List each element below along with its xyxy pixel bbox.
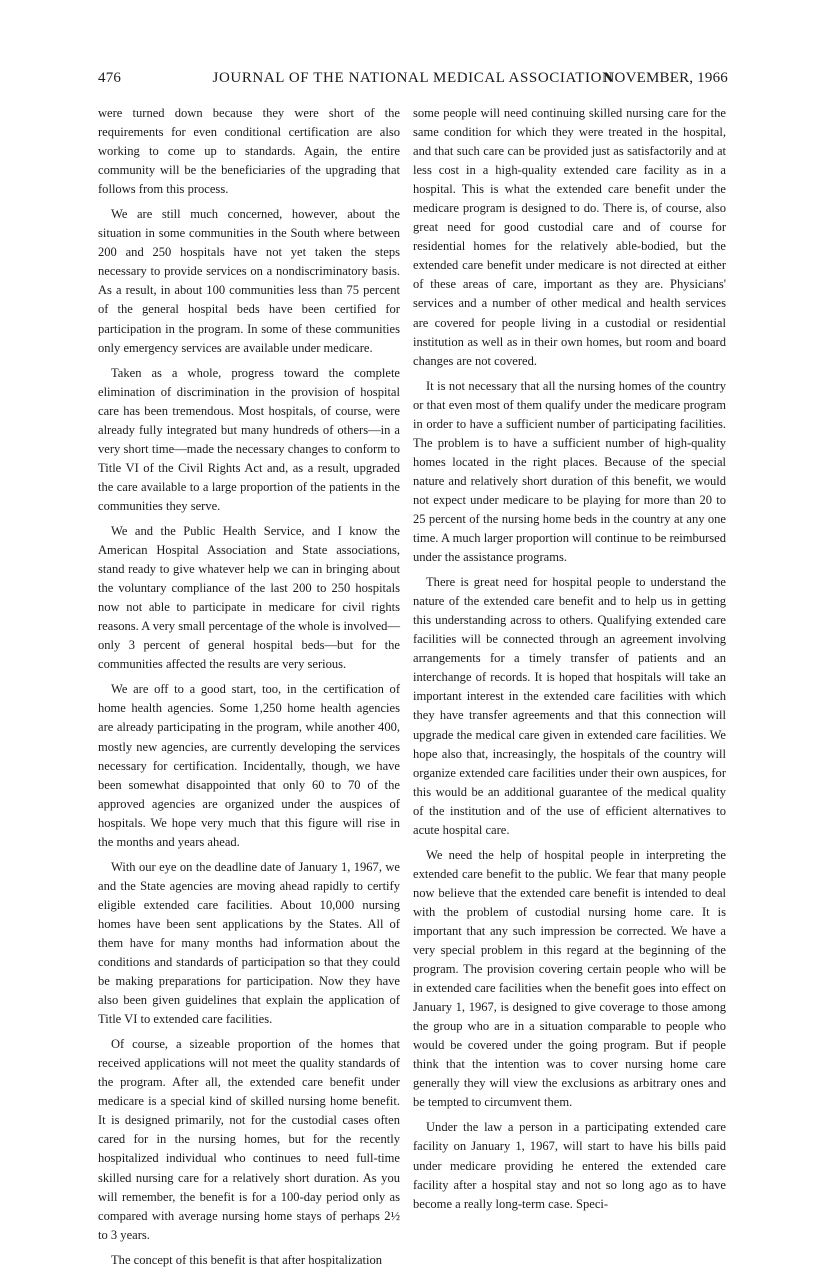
paragraph: Of course, a sizeable proportion of the homes that received applications will not meet the quality standards of the program. After all, the extended care benefit under medicare is a special kind of skilled nursing home benefit. It is designed primarily, not for the custodial cases often cared for in the nursing homes, but for the recently hospitalized individual who continues to need full-time skilled nursing care for a relatively short duration. As you will remember, the benefit is for a 100-day period only as compared with average nursing home stays of perhaps 2½ to 3 years. bbox=[98, 1037, 400, 1242]
paragraph: We are still much concerned, however, about the situation in some communities in the South where between 200 and 250 hospitals have not yet taken the steps necessary to provide services on a nondiscriminatory basis. As a result, in about 100 communities less than 75 percent of the general hospital beds have been certified for participation in the program. In some of these communities only emergency services are available under medicare. bbox=[98, 207, 400, 355]
paragraph: Taken as a whole, progress toward the complete elimination of discrimination in the provision of hospital care has been tremendous. Most hospitals, of course, were already fully integrated but many hundreds of others—in a very short time—made the necessary changes to conform to Title VI of the Civil Rights Act and, as a result, upgraded the care available to a large proportion of the patients in the communities they serve. bbox=[98, 365, 400, 513]
paragraph: With our eye on the deadline date of January 1, 1967, we and the State agencies are moving ahead rapidly to certify eligible extended care facilities. About 10,000 nursing homes have been sent applications by the States. All of them have for many months had information about the conditions and standards of participation so that they could be making preparations for participation. Now they have also been given guidelines that explain the application of Title VI to extended care facilities. bbox=[98, 859, 400, 1027]
right-column bbox=[413, 104, 726, 1220]
paragraph: There is great need for hospital people to understand the nature of the extended care benefit and to help us in getting this understanding across to others. Qualifying extended care facilities will be connected through an agreement involving arrangements for a timely transfer of patients and an interchange of records. It is hoped that hospitals will take an important interest in the extended care facilities with which they have transfer agreements and that this connection will upgrade the medical care given in extended care facilities. We hope also that, increasingly, the hospitals of the country will organize extended care facilities under their own auspices, for this would be an additional guarantee of the medical quality of the institution and of the use of efficient alternatives to acute hospital care. bbox=[413, 575, 726, 837]
paragraph: It is not necessary that all the nursing homes of the country or that even most of them qualify under the medicare program in order to have a sufficient number of participating facilities. The problem is to have a sufficient number of high-quality homes located in the right places. Because of the special nature and relatively short duration of this benefit, we would not expect under medicare to be playing for more than 20 to 25 percent of the nursing home beds in the country at any one time. A much larger proportion will continue to be reimbursed under the assistance programs. bbox=[413, 378, 726, 565]
paragraph: We need the help of hospital people in interpreting the extended care benefit to the public. We fear that many people now believe that the extended care benefit is intended to deal with the problem of custodial nursing home care. It is important that any such impression be corrected. We have a very special problem in this regard at the beginning of the program. The provision covering certain people who will be in extended care facilities when the benefit goes into effect on January 1, 1967, is designed to give coverage to those among the group who are in a situation comparable to people who would be covered under the going program. But if people think that the intention was to cover nursing home care generally they will view the exclusions as arbitrary ones and be tempted to circumvent them. bbox=[413, 847, 726, 1110]
paragraph: The concept of this benefit is that after hospitalization bbox=[111, 1252, 383, 1267]
paragraph: Under the law a person in a participating extended care facility on January 1, 1967, will start to have his bills paid under medicare providing he entered the extended care facility after a hospital stay and not so long ago as to have become a really long-term case. Speci- bbox=[413, 1120, 726, 1211]
paragraph: some people will need continuing skilled nursing care for the same condition for which they were treated in the hospital, and that such care can be provided just as satisfactorily and at less cost in a high-quality extended care facility as in a hospital. This is what the extended care benefit under the medicare program is designed to do. There is, of course, also great need for good custodial care and of course for residential homes for the relatively able-bodied, but the extended care benefit under medicare is not directed at either of these areas of care, important as they are. Physicians' services and a number of other medical and health services are covered for people living in a custodial or residential institution as well as in their own homes, but room and board changes are not covered. bbox=[413, 106, 726, 368]
paragraph: We and the Public Health Service, and I know the American Hospital Association and State associations, stand ready to give whatever help we can in bringing about the voluntary compliance of the last 200 to 250 hospitals now not able to participate in medicare for civil rights reasons. A very small percentage of the whole is involved—only 3 percent of general hospital beds—but for the communities affected the results are very serious. bbox=[98, 523, 400, 672]
journal-title: JOURNAL OF THE NATIONAL MEDICAL ASSOCIATION bbox=[212, 70, 614, 86]
paragraph: We are off to a good start, too, in the certification of home health agencies. Some 1,250 home health agencies are already participating in the program, while another 400, mostly new agencies, are currently developing the services necessary for certification. Incidentally, though, we have been somewhat disappointed that only 60 to 70 of the approved agencies are organized under the auspices of hospitals. We hope very much that this figure will rise in the months and years ahead. bbox=[98, 682, 400, 849]
issue-date: NOVEMBER, 1966 bbox=[603, 70, 728, 86]
page-number: 476 bbox=[98, 70, 122, 86]
paragraph: were turned down because they were short of the requirements for even conditional certification are also working to come up to standards. Again, the entire community will be the beneficiaries of the upgrading that follows from this process. bbox=[98, 106, 400, 197]
left-column bbox=[98, 104, 400, 1276]
running-header bbox=[98, 70, 728, 92]
